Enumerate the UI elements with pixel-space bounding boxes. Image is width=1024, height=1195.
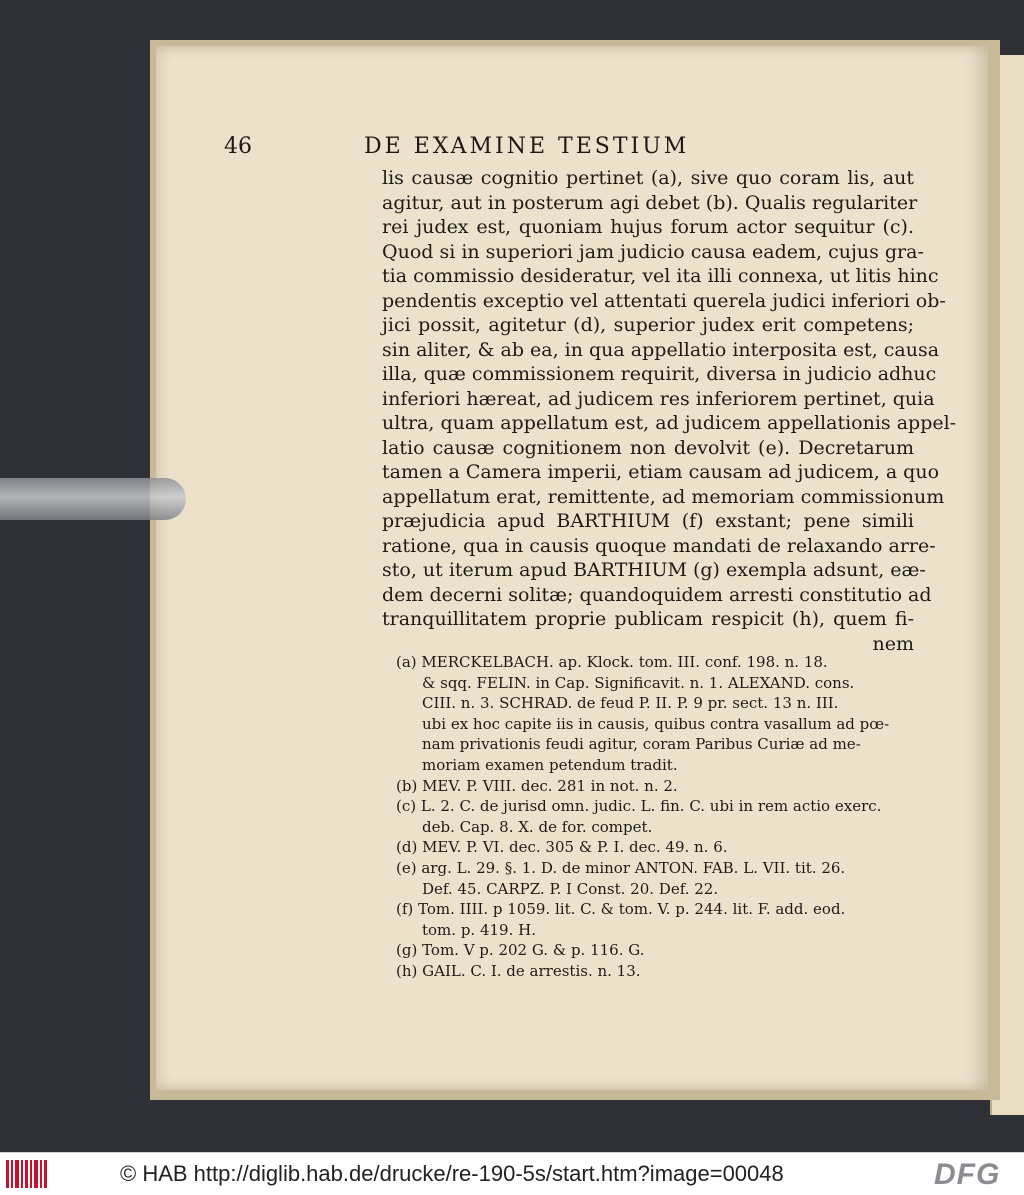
footnote <box>396 858 916 899</box>
footnote-line: (d) MEV. P. VI. dec. 305 & P. I. dec. 49. n. 6. <box>396 838 728 857</box>
footnotes <box>396 652 916 982</box>
body-line: sin aliter, & ab ea, in qua appellatio interposita est, causa <box>382 338 940 361</box>
dfg-logo: DFG <box>934 1158 1001 1191</box>
footnote-line: (a) MERCKELBACH. ap. Klock. tom. III. conf. 198. n. 18. <box>396 653 828 671</box>
footnote <box>396 899 916 940</box>
running-title: DE EXAMINE TESTIUM <box>364 134 690 159</box>
footnote-line: (g) Tom. V p. 202 G. & p. 116. G. <box>396 941 645 960</box>
body-line: Quod si in superiori jam judicio causa eadem, cujus gra- <box>382 240 924 263</box>
footnote-line: & sqq. FELIN. in Cap. Significavit. n. 1. ALEXAND. cons. <box>422 673 855 692</box>
body-line: appellatum erat, remittente, ad memoriam commissionum <box>382 485 945 508</box>
body-line: sto, ut iterum apud BARTHIUM (g) exempla adsunt, eæ- <box>382 559 926 581</box>
body-line: tamen a Camera imperii, etiam causam ad judicem, a quo <box>382 461 940 483</box>
footer-bar <box>0 1152 1024 1195</box>
body-line: latio causæ cognitionem non devolvit (e). Decretarum <box>382 436 914 459</box>
footnote <box>396 776 916 797</box>
body-line: dem decerni solitæ; quandoquidem arresti constitutio ad <box>382 583 932 606</box>
footnote-line: moriam examen petendum tradit. <box>422 755 678 774</box>
body-text <box>382 166 957 656</box>
footnote-line: CIII. n. 3. SCHRAD. de feud P. II. P. 9 pr. sect. 13 n. III. <box>422 694 839 713</box>
body-line: pendentis exceptio vel attentati querela judici inferiori ob- <box>382 289 946 312</box>
footnote-line: (e) arg. L. 29. §. 1. D. de minor ANTON. FAB. L. VII. tit. 26. <box>396 858 846 877</box>
footnote-line: ubi ex hoc capite iis in causis, quibus contra vasallum ad pœ- <box>422 714 890 733</box>
body-line: præjudicia apud BARTHIUM (f) exstant; pene simili <box>382 510 914 532</box>
body-line: rei judex est, quoniam hujus forum actor sequitur (c). <box>382 216 914 238</box>
footnote-line: Def. 45. CARPZ. P. I Const. 20. Def. 22. <box>422 879 719 898</box>
footnote <box>396 961 916 982</box>
footnote <box>396 652 916 776</box>
copyright-link[interactable]: © HAB http://diglib.hab.de/drucke/re-190-5s/start.htm?image=00048 <box>120 1161 784 1186</box>
body-line: tranquillitatem proprie publicam respicit (h), quem fi- <box>382 608 914 630</box>
page-number: 46 <box>224 134 252 159</box>
footnote <box>396 940 916 961</box>
body-line: ratione, qua in causis quoque mandati de relaxando arre- <box>382 534 936 557</box>
footnote-line: deb. Cap. 8. X. de for. compet. <box>422 817 653 836</box>
footnote-line: (b) MEV. P. VIII. dec. 281 in not. n. 2. <box>396 776 678 795</box>
body-line: nem <box>872 632 914 655</box>
body-line: inferiori hæreat, ad judicem res inferiorem pertinet, quia <box>382 387 935 410</box>
body-line: lis causæ cognitio pertinet (a), sive quo coram lis, aut <box>382 167 914 189</box>
body-line: tia commissio desideratur, vel ita illi connexa, ut litis hinc <box>382 265 939 287</box>
footnote-line: (f) Tom. IIII. p 1059. lit. C. & tom. V. p. 244. lit. F. add. eod. <box>396 900 846 919</box>
footnote-line: (h) GAIL. C. I. de arrestis. n. 13. <box>396 961 641 980</box>
body-line: agitur, aut in posterum agi debet (b). Qualis regulariter <box>382 191 918 214</box>
running-head <box>224 134 924 164</box>
barcode-icon <box>6 1160 48 1188</box>
footnote-line: nam privationis feudi agitur, coram Paribus Curiæ ad me- <box>422 735 861 754</box>
footnote-line: (c) L. 2. C. de jurisd omn. judic. L. fin. C. ubi in rem actio exerc. <box>396 797 882 816</box>
footnote <box>396 796 916 837</box>
footnote-line: tom. p. 419. H. <box>422 920 536 939</box>
page-clip <box>0 478 186 520</box>
footnote <box>396 837 916 858</box>
body-line: illa, quæ commissionem requirit, diversa in judicio adhuc <box>382 363 937 385</box>
body-line: jici possit, agitetur (d), superior judex erit competens; <box>382 314 914 336</box>
body-line: ultra, quam appellatum est, ad judicem appellationis appel- <box>382 412 957 434</box>
